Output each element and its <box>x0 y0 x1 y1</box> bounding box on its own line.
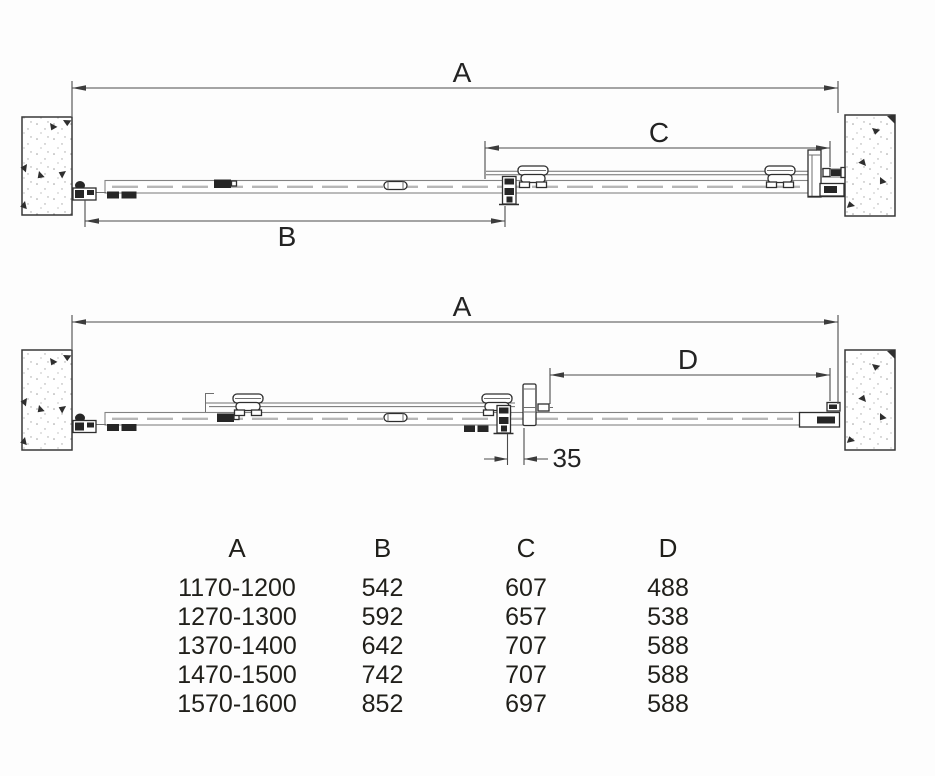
table-row <box>150 661 725 690</box>
wall-hatch-marks <box>19 115 895 211</box>
table-row <box>150 632 725 661</box>
cell-a: 1170-1200 <box>178 574 296 602</box>
cell-a: 1570-1600 <box>177 690 297 718</box>
cell-d: 488 <box>647 574 689 602</box>
table-row <box>150 603 725 632</box>
dimension-b-label: B <box>277 221 297 252</box>
cell-c: 707 <box>505 661 547 689</box>
dimension-a-top <box>72 57 838 116</box>
wall-section-left <box>22 350 72 450</box>
dimension-c-label: C <box>648 117 670 148</box>
wall-section-right <box>845 350 895 450</box>
bottom-view-diagram <box>19 291 895 473</box>
column-header-b: B <box>373 533 392 563</box>
cell-a: 1370-1400 <box>177 632 297 660</box>
handle-recess <box>384 182 407 190</box>
wall-section-left <box>22 117 72 215</box>
fixed-panel-profile <box>105 181 808 194</box>
door-stopper <box>538 404 553 411</box>
cell-c: 607 <box>505 574 547 602</box>
cell-d: 588 <box>647 661 689 689</box>
door-edge-profile <box>808 150 821 197</box>
dimension-a-bottom <box>72 291 838 404</box>
glass-clamp-blocks <box>107 424 137 431</box>
cell-d: 538 <box>647 603 689 631</box>
cell-b: 852 <box>361 690 404 718</box>
wall-bracket-left <box>73 181 96 200</box>
wall-hatch-marks <box>19 350 895 447</box>
cell-c: 707 <box>505 632 547 660</box>
glass-clamp-blocks <box>107 192 137 199</box>
cell-b: 542 <box>361 574 404 602</box>
column-header-a: A <box>228 533 246 563</box>
cell-c: 697 <box>505 690 547 718</box>
cell-a: 1270-1300 <box>177 603 297 631</box>
cell-b: 642 <box>361 632 404 660</box>
door-guide-bracket <box>499 177 519 205</box>
door-knob <box>523 384 536 426</box>
cell-b: 592 <box>361 603 404 631</box>
cell-d: 588 <box>647 690 689 718</box>
wall-bracket-left <box>73 414 96 433</box>
cell-b: 742 <box>361 661 404 689</box>
table-row <box>150 574 725 603</box>
cell-a: 1470-1500 <box>177 661 297 689</box>
cell-c: 657 <box>505 603 547 631</box>
dimension-d <box>550 344 830 404</box>
dimension-a-label: A <box>452 291 472 322</box>
wall-section-right <box>845 115 895 216</box>
cell-d: 588 <box>647 632 689 660</box>
column-header-c: C <box>516 533 536 563</box>
wall-connector-right <box>800 403 841 428</box>
top-view-diagram <box>19 57 895 252</box>
dimension-b <box>85 200 505 252</box>
table-row <box>150 690 725 719</box>
handle-recess <box>384 414 407 422</box>
column-header-d: D <box>658 533 678 563</box>
dimension-35-label: 35 <box>552 443 582 473</box>
dimension-a-label: A <box>452 57 472 88</box>
dimension-35 <box>484 428 581 473</box>
dimension-d-label: D <box>677 344 699 375</box>
table-header-row <box>150 534 725 563</box>
